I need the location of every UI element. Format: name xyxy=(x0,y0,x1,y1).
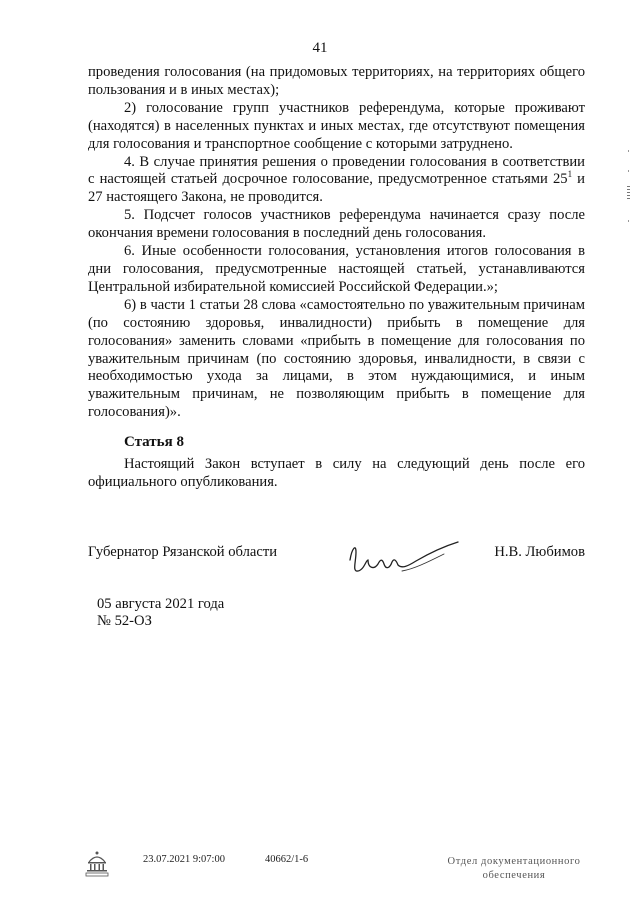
signatory-name: Н.В. Любимов xyxy=(494,544,585,560)
footer-doc-code: 40662/1-6 xyxy=(265,854,309,865)
page-number: 41 xyxy=(312,40,328,56)
article-heading: Статья 8 xyxy=(124,434,184,450)
paragraph-item-6: 6. Иные особенности голосования, установления итогов голосования в дни голосования, предусмотренные настоящей статьей, устанавливаются Центральной избирательной комиссией Российской Федерации.»; xyxy=(88,243,585,295)
article-8 xyxy=(88,434,585,492)
footer-timestamp: 23.07.2021 9:07:00 xyxy=(143,854,225,865)
document-body xyxy=(88,64,585,422)
paragraph-subitem-6: 6) в части 1 статьи 28 слова «самостоятельно по уважительным причинам (по состоянию здоровья, инвалидности) прибыть в помещение для голосования» заменить словами «прибыть в помещение для голосования по уважительным причинам (по состоянию здоровья, инвалидности, в связи с необходимостью ухода за лицами, в этом нуждающимися, и иным уважительным причинам, не позволяющим прибыть в помещение для голосования)». xyxy=(88,296,585,421)
duma-emblem-icon xyxy=(83,848,111,878)
paragraph-item-2: 2) голосование групп участников референдума, которые проживают (находятся) в населенных пунктах и иных местах, где отсутствуют помещения для голосования и транспортное сообщение с которыми затруднено. xyxy=(88,99,585,152)
article-text: Настоящий Закон вступает в силу на следующий день после его официального опубликования. xyxy=(88,455,585,490)
paragraph-continuation: проведения голосования (на придомовых территориях, на территориях общего пользования и в иных местах); xyxy=(88,64,585,98)
scan-artifact xyxy=(626,150,632,240)
law-number: № 52-ОЗ xyxy=(97,613,152,629)
paragraph-item-4 xyxy=(88,154,585,208)
paragraph-item-4-text: 4. В случае принятия решения о проведении голосования в соответствии с настоящей статьей досрочное голосование, предусмотренное статьями 25 xyxy=(88,153,585,188)
signatory-title: Губернатор Рязанской области xyxy=(88,544,278,560)
superscript-one: 1 xyxy=(567,169,573,180)
law-date: 05 августа 2021 года xyxy=(97,596,225,612)
paragraph-item-5: 5. Подсчет голосов участников референдума начинается сразу после окончания времени голосования в последний день голосования. xyxy=(88,207,585,242)
paragraph-item-4-tail: и 27 настоящего Закона, не проводится. xyxy=(88,171,585,206)
handwritten-signature xyxy=(344,538,462,580)
signature-block xyxy=(88,544,585,584)
footer-department: Отдел документационного обеспечения xyxy=(447,856,581,881)
